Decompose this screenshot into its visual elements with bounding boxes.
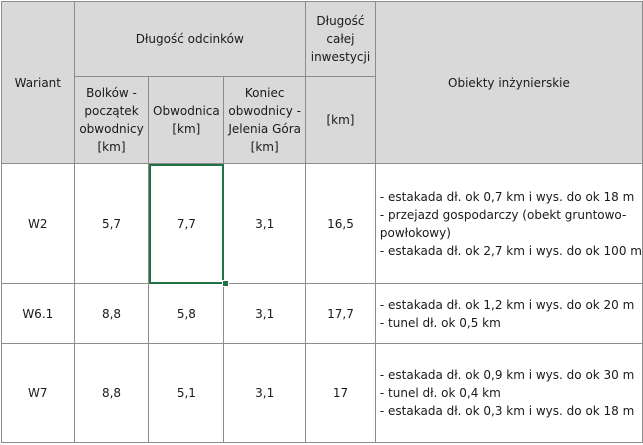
cell-variant[interactable]: W2 <box>2 164 75 284</box>
cell-total[interactable]: 16,5 <box>306 164 376 284</box>
header-total-line2: całej <box>326 32 355 46</box>
object-line: - estakada dł. ok 2,7 km i wys. do ok 100 m <box>379 243 642 258</box>
cell-start[interactable]: 8,8 <box>74 284 149 344</box>
header-end-line3: Jelenia Góra <box>228 122 302 136</box>
header-bolkow-line3: obwodnicy <box>79 122 144 136</box>
header-bypass-line2: [km] <box>172 122 201 136</box>
fill-handle[interactable] <box>222 280 229 287</box>
object-line: - estakada dł. ok 0,7 km i wys. do ok 18 m <box>379 189 635 204</box>
cell-start[interactable]: 5,7 <box>74 164 149 284</box>
header-bolkow[interactable] <box>74 77 149 164</box>
object-line: - tunel dł. ok 0,5 km <box>379 315 501 330</box>
header-end[interactable] <box>224 77 306 164</box>
header-end-line4: [km] <box>250 140 279 154</box>
object-line: - estakada dł. ok 1,2 km i wys. do ok 20 m <box>379 297 635 312</box>
header-total-unit[interactable]: [km] <box>306 77 376 164</box>
header-bolkow-line4: [km] <box>97 140 126 154</box>
object-line: - przejazd gospodarczy (obekt gruntowo- <box>379 207 627 222</box>
cell-bypass[interactable]: 5,1 <box>149 344 224 443</box>
header-bypass-line1: Obwodnica <box>153 104 220 118</box>
header-end-line2: obwodnicy - <box>228 104 301 118</box>
cell-variant[interactable]: W6.1 <box>2 284 75 344</box>
cell-end[interactable]: 3,1 <box>224 164 306 284</box>
table-row <box>2 284 643 344</box>
header-segment-length[interactable]: Długość odcinków <box>74 2 305 77</box>
cell-objects[interactable] <box>375 164 642 284</box>
header-end-line1: Koniec <box>244 86 285 100</box>
object-line: - estakada dł. ok 0,3 km i wys. do ok 18 m <box>379 404 635 418</box>
spreadsheet-table <box>1 1 643 443</box>
header-total-length[interactable] <box>306 2 376 77</box>
header-total-line3: inwestycji <box>310 50 371 64</box>
cell-total[interactable]: 17,7 <box>306 284 376 344</box>
cell-end[interactable]: 3,1 <box>224 284 306 344</box>
cell-variant[interactable]: W7 <box>2 344 75 443</box>
cell-end[interactable]: 3,1 <box>224 344 306 443</box>
object-line: - tunel dł. ok 0,4 km <box>379 386 501 400</box>
table-row <box>2 344 643 443</box>
cell-bypass[interactable]: 5,8 <box>149 284 224 344</box>
cell-start[interactable]: 8,8 <box>74 344 149 443</box>
header-bypass[interactable] <box>149 77 224 164</box>
cell-objects[interactable] <box>375 344 642 443</box>
cell-bypass-selected[interactable]: 7,7 <box>149 164 224 284</box>
cell-total[interactable]: 17 <box>306 344 376 443</box>
header-bolkow-line2: początek <box>84 104 139 118</box>
object-line: powłokowy) <box>379 225 451 240</box>
cell-objects[interactable] <box>375 284 642 344</box>
header-variant[interactable]: Wariant <box>2 2 75 164</box>
header-bolkow-line1: Bolków - <box>86 86 137 100</box>
header-objects[interactable]: Obiekty inżynierskie <box>375 2 642 164</box>
table-row <box>2 164 643 284</box>
object-line: - estakada dł. ok 0,9 km i wys. do ok 30 m <box>379 368 635 382</box>
header-total-line1: Długość <box>316 14 365 28</box>
